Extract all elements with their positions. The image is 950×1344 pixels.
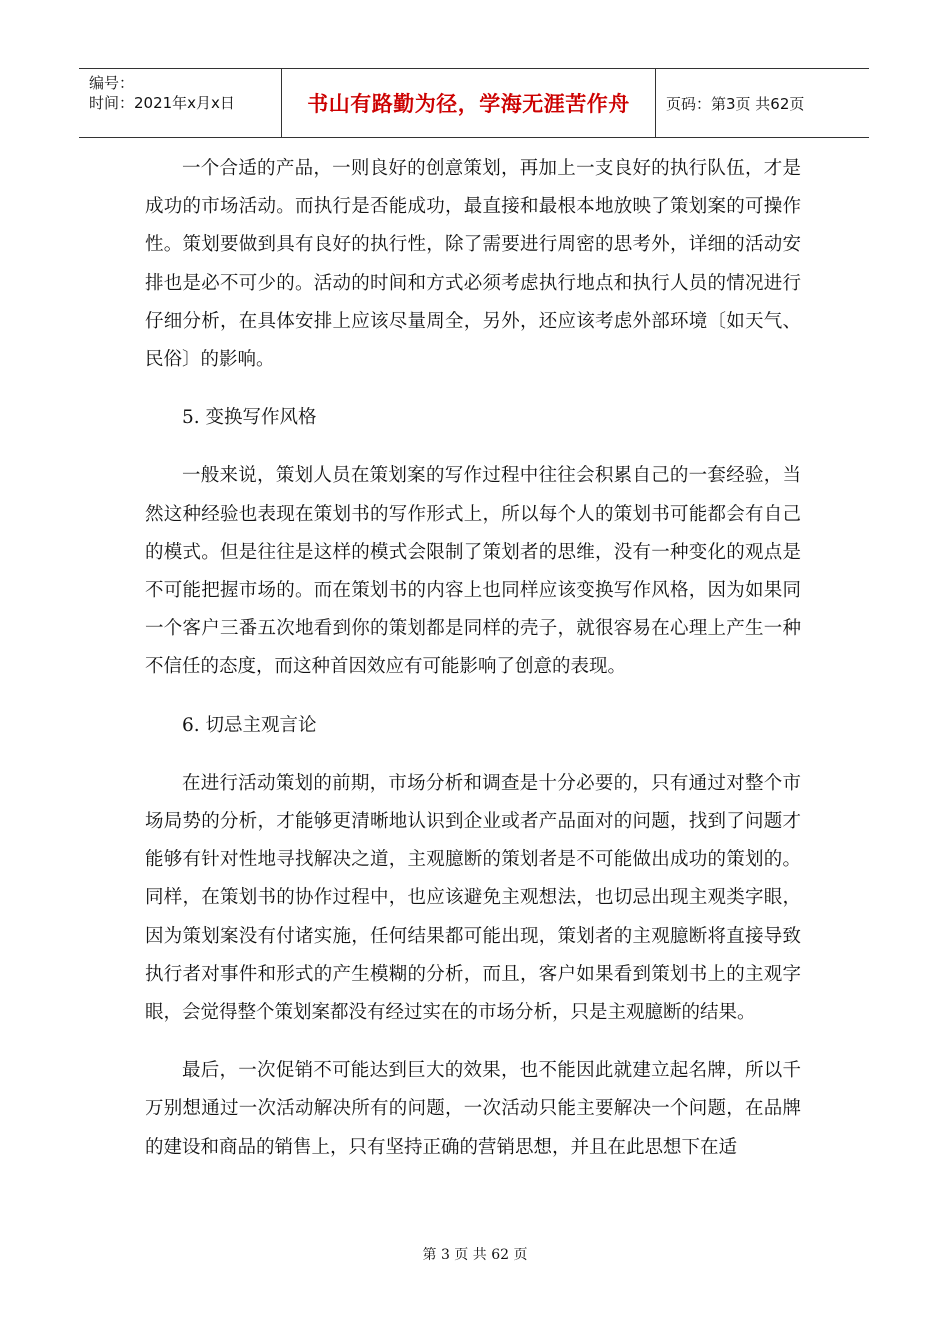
- body-paragraph: 一般来说，策划人员在策划案的写作过程中往往会积累自己的一套经验，当然这种经验也表现在策划书的写作形式上，所以每个人的策划书可能都会有自己的模式。但是往往是这样的模式会限制了策划者的思维，没有一种变化的观点是不可能把握市场的。而在策划书的内容上也同样应该变换写作风格，因为如果同一个客户三番五次地看到你的策划都是同样的壳子，就很容易在心理上产生一种不信任的态度，而这种首因效应有可能影响了创意的表现。: [145, 465, 801, 678]
- document-body: [145, 150, 801, 1167]
- body-paragraph: 一个合适的产品，一则良好的创意策划，再加上一支良好的执行队伍，才是成功的市场活动。而执行是否能成功，最直接和最根本地放映了策划案的可操作性。策划要做到具有良好的执行性，除了需要进行周密的思考外，详细的活动安排也是必不可少的。活动的时间和方式必须考虑执行地点和执行人员的情况进行仔细分析，在具体安排上应该尽量周全，另外，还应该考虑外部环境〔如天气、民俗〕的影响。: [145, 158, 801, 371]
- document-number-label: 编号：: [89, 74, 135, 92]
- page-header: [79, 68, 869, 138]
- header-motto-cell: [282, 69, 656, 137]
- header-motto: 书山有路勤为径，学海无涯苦作舟: [307, 92, 630, 116]
- body-paragraph: 最后，一次促销不可能达到巨大的效果，也不能因此就建立起名牌，所以千万别想通过一次活动解决所有的问题，一次活动只能主要解决一个问题，在品牌的建设和商品的销售上，只有坚持正确的营销思想，并且在此思想下在适: [145, 1060, 801, 1158]
- header-meta: [79, 69, 282, 137]
- section-heading: 5. 变换写作风格: [182, 407, 317, 429]
- document-date: 时间：2021年x月x日: [89, 94, 235, 112]
- body-paragraph: 在进行活动策划的前期，市场分析和调查是十分必要的，只有通过对整个市场局势的分析，才能够更清晰地认识到企业或者产品面对的问题，找到了问题才能够有针对性地寻找解决之道，主观臆断的策划者是不可能做出成功的策划的。同样，在策划书的协作过程中，也应该避免主观想法，也切忌出现主观类字眼，因为策划案没有付诸实施，任何结果都可能出现，策划者的主观臆断将直接导致执行者对事件和形式的产生模糊的分析，而且，客户如果看到策划书上的主观字眼，会觉得整个策划案都没有经过实在的市场分析，只是主观臆断的结果。: [145, 772, 801, 1024]
- header-page-number: 页码：第3页 共62页: [666, 94, 805, 113]
- page-footer: 第 3 页 共 62 页: [422, 1247, 528, 1263]
- section-heading: 6. 切忌主观言论: [182, 714, 317, 736]
- header-page-cell: [656, 69, 869, 137]
